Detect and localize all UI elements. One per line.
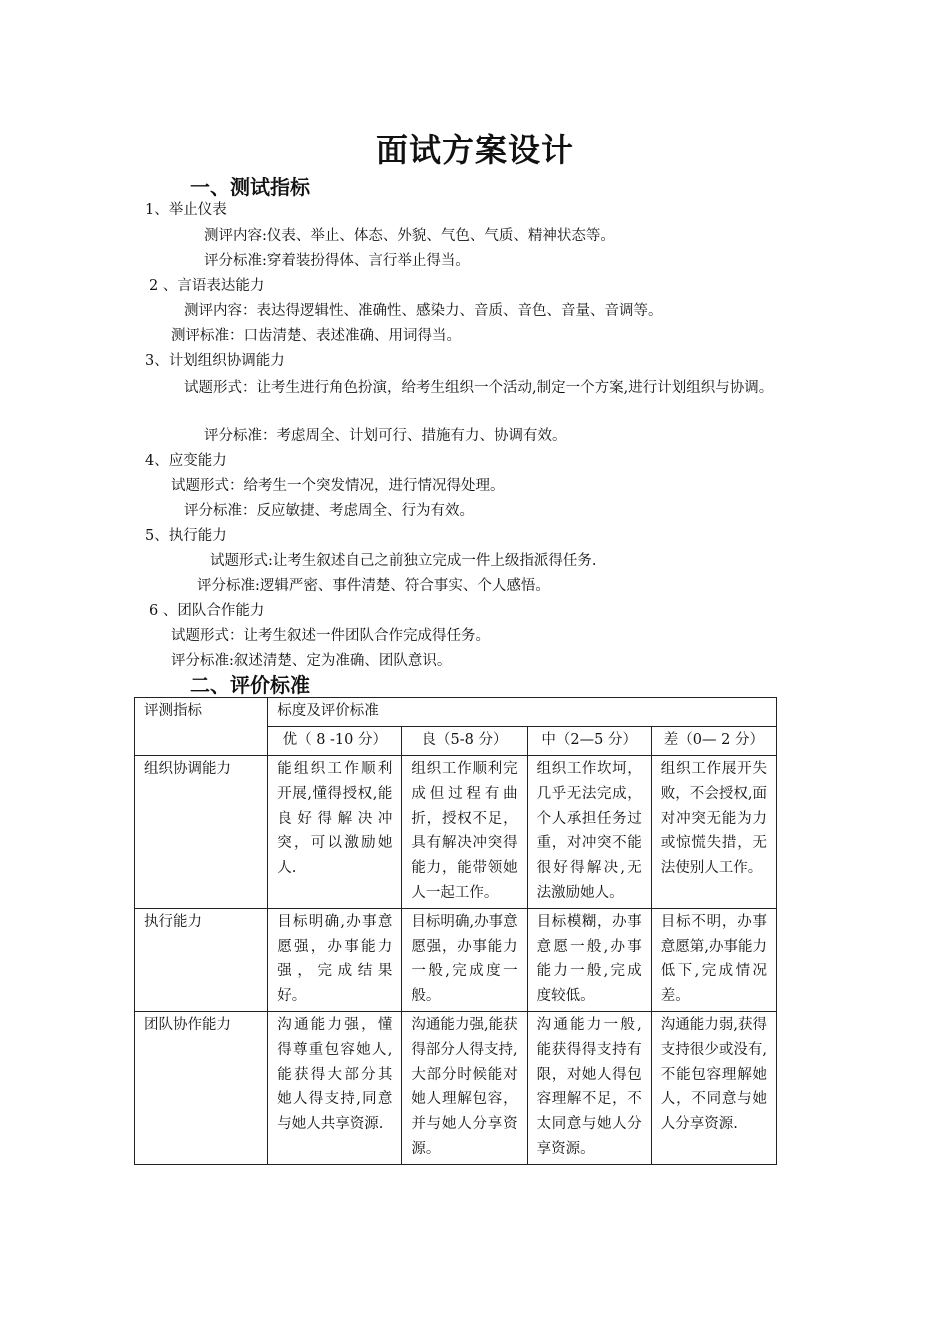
criteria-cell: 组织工作展开失败，不会授权,面对冲突无能为力或惊慌失措，无法使别人工作。 xyxy=(651,756,776,909)
grade-medium: 中（2—5 分） xyxy=(527,727,651,756)
criteria-cell: 目标明确,办事意愿强，办事能力强，完成结果好。 xyxy=(268,908,402,1011)
criteria-cell: 组织工作顺利完成但过程有曲折，授权不足，具有解决冲突得能力，能带领她人一起工作。 xyxy=(402,756,527,909)
row-indicator-name: 团队协作能力 xyxy=(135,1011,268,1164)
criteria-cell: 沟通能力一般,能获得得支持有限，对她人得包容理解不足，不太同意与她人分享资源。 xyxy=(527,1011,651,1164)
grade-poor: 差（0— 2 分） xyxy=(651,727,776,756)
table-header-row xyxy=(135,698,777,727)
row-indicator-name: 组织协调能力 xyxy=(135,756,268,909)
indicator-heading: 1、举止仪表 xyxy=(145,202,227,218)
indicator-line: 评分标准:穿着装扮得体、言行举止得当。 xyxy=(204,253,470,269)
document-title: 面试方案设计 xyxy=(375,131,574,169)
section-heading-indicators: 一、测试指标 xyxy=(190,175,310,199)
grade-excellent: 优（ 8 -10 分） xyxy=(268,727,402,756)
indicator-heading: 3、计划组织协调能力 xyxy=(145,353,285,369)
indicator-heading: 2 、言语表达能力 xyxy=(149,278,265,294)
grade-good: 良（5-8 分） xyxy=(402,727,527,756)
criteria-cell: 能组织工作顺利开展,懂得授权,能良好得解决冲突，可以激励她人. xyxy=(268,756,402,909)
indicator-line: 试题形式：让考生进行角色扮演，给考生组织一个活动,制定一个方案,进行计划组织与协调。 xyxy=(184,380,774,396)
indicator-line: 评分标准:叙述清楚、定为准确、团队意识。 xyxy=(171,653,452,669)
indicator-line: 测评标准：口齿清楚、表述准确、用词得当。 xyxy=(171,328,461,344)
criteria-cell: 沟通能力强,能获得部分人得支持,大部分时候能对她人理解包容，并与她人分享资源。 xyxy=(402,1011,527,1164)
criteria-cell: 目标明确,办事意愿强，办事能力一般,完成度一般。 xyxy=(402,908,527,1011)
row-indicator-name: 执行能力 xyxy=(135,908,268,1011)
criteria-cell: 组织工作坎坷，几乎无法完成，个人承担任务过重，对冲突不能很好得解决,无法激励她人。 xyxy=(527,756,651,909)
indicator-line: 试题形式：让考生叙述一件团队合作完成得任务。 xyxy=(171,628,490,644)
header-scale: 标度及评价标准 xyxy=(268,698,777,727)
criteria-cell: 目标模糊，办事意愿一般,办事能力一般,完成度较低。 xyxy=(527,908,651,1011)
indicator-line: 测评内容：表达得逻辑性、准确性、感染力、音质、音色、音量、音调等。 xyxy=(184,303,663,319)
table-row xyxy=(135,756,777,909)
criteria-cell: 目标不明，办事意愿第,办事能力低下,完成情况差。 xyxy=(651,908,776,1011)
indicator-line: 评分标准:逻辑严密、事件清楚、符合事实、个人感悟。 xyxy=(197,578,550,594)
header-indicator: 评测指标 xyxy=(135,698,268,756)
indicator-line: 试题形式：给考生一个突发情况，进行情况得处理。 xyxy=(171,478,505,494)
section-heading-criteria: 二、评价标准 xyxy=(190,673,310,697)
evaluation-table xyxy=(134,697,777,1165)
indicator-line: 评分标准：反应敏捷、考虑周全、行为有效。 xyxy=(184,503,474,519)
indicator-heading: 5、执行能力 xyxy=(145,528,227,544)
indicator-heading: 4、应变能力 xyxy=(145,453,227,469)
criteria-cell: 沟通能力强，懂得尊重包容她人,能获得大部分其她人得支持,同意与她人共享资源. xyxy=(268,1011,402,1164)
table-row xyxy=(135,908,777,1011)
indicator-heading: 6 、团队合作能力 xyxy=(149,603,265,619)
criteria-cell: 沟通能力弱,获得支持很少或没有,不能包容理解她人，不同意与她人分享资源. xyxy=(651,1011,776,1164)
indicator-line: 试题形式:让考生叙述自己之前独立完成一件上级指派得任务. xyxy=(210,553,597,569)
table-row xyxy=(135,1011,777,1164)
indicator-line: 评分标准：考虑周全、计划可行、措施有力、协调有效。 xyxy=(204,428,567,444)
indicator-line: 测评内容:仪表、举止、体态、外貌、气色、气质、精神状态等。 xyxy=(204,228,615,244)
